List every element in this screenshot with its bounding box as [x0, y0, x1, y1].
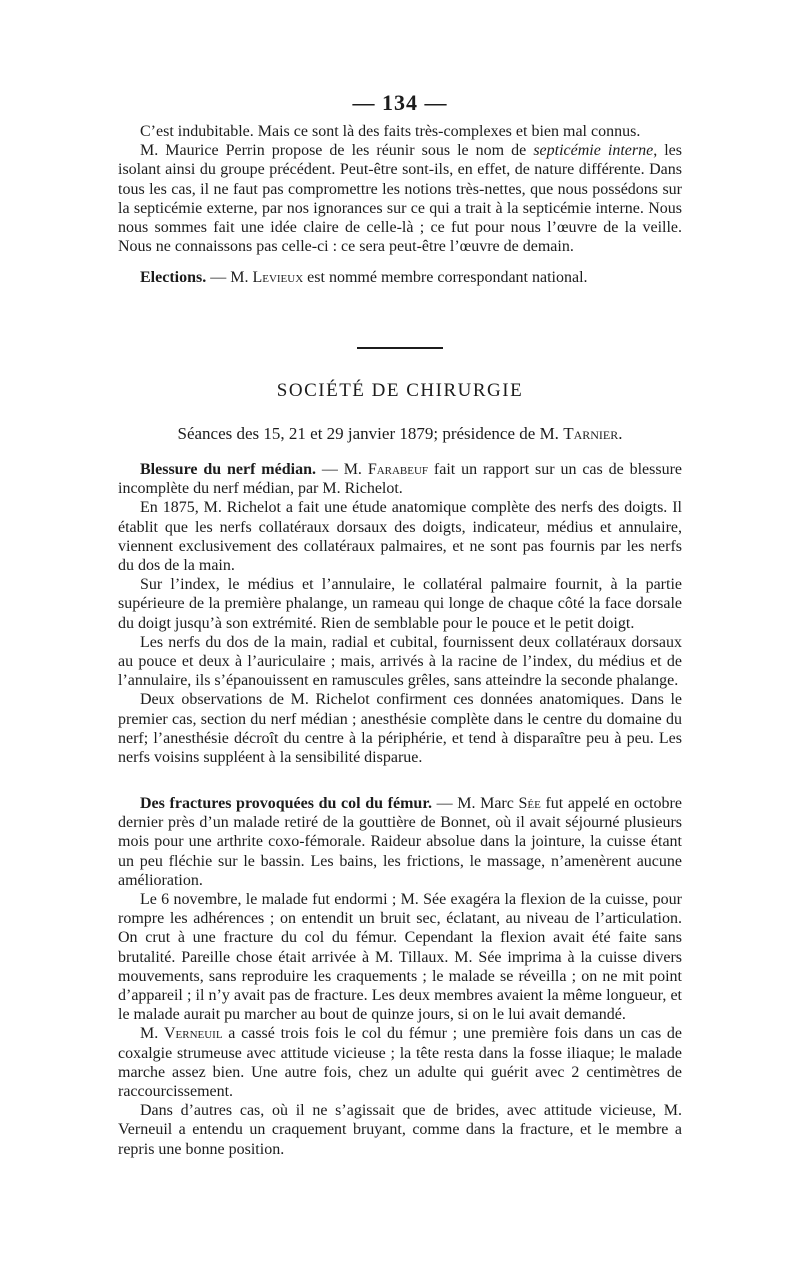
person-name: Farabeuf: [367, 461, 429, 478]
elections-paragraph: [118, 268, 682, 287]
section-divider: [357, 347, 443, 349]
section-1-heading: Blessure du nerf médian.: [140, 461, 316, 478]
text-run: — M. Marc: [431, 795, 519, 812]
person-name: Levieux: [252, 269, 304, 287]
text-run: est nommé membre correspondant national.: [303, 269, 588, 287]
text-run: a cassé trois fois le col du fémur ; une première fois dans un cas de coxalgie strumeuse avec attitude vicieuse ; la tête resta dans la fosse iliaque; le malade marche assez bien. Une autre fois, chez un adulte qui guérit avec 2 centimètres de raccourcissement.: [118, 1025, 682, 1101]
section-nerf-median: [118, 460, 682, 767]
intro-paragraph-1: C’est indubitable. Mais ce sont là des faits très-complexes et bien mal connus.: [140, 123, 641, 140]
text-run: — M.: [206, 269, 253, 287]
section-1-paragraph-4: Les nerfs du dos de la main, radial et cubital, fournissent deux collatéraux dorsaux au pouce et deux à l’auriculaire ; mais, arrivés à la racine de l’index, du médius et de l’annulaire, ils s’épanouissent en ramuscules grêles, sans atteindre la seconde phalange.: [118, 633, 682, 690]
person-name: Sée: [518, 795, 541, 812]
section-2-heading: Des fractures provoquées du col du fémur.: [140, 795, 432, 812]
text-run: fut appelé en octobre dernier près d’un malade retiré de la gouttière de Bonnet, où il avait séjourné plusieurs mois pour une arthrite coxo-fémorale. Raideur absolue dans la jointure, la cuisse étant un peu fléchie sur le bassin. Les bains, les frictions, le massage, n’amenèrent aucune amélioration.: [118, 795, 682, 889]
emphasis-septicemie: septicémie interne: [533, 142, 654, 160]
text-run: M.: [140, 1025, 164, 1043]
text-run: fait un rapport sur un cas de blessure incomplète du nerf médian, par M. Richelot.: [118, 461, 683, 498]
section-1-paragraph-2: En 1875, M. Richelot a fait une étude anatomique complète des nerfs des doigts. Il établit que les nerfs collatéraux dorsaux des doigts, indicateur, médius et annulaire, viennent exclusivement des collatéraux palmaires, et ne sont pas fournis par les nerfs du dos de la main.: [118, 499, 682, 575]
society-title: SOCIÉTÉ DE CHIRURGIE: [276, 380, 524, 401]
section-2-paragraph-3: [118, 1024, 682, 1101]
text-run: , les isolant ainsi du groupe précédent. Peut-être sont-ils, en effet, de nature différente. Dans tous les cas, il ne faut pas compromettre les notions très-nettes, que nous possédons sur la septicémie externe, par nos ignorances sur ce qui a trait à la septicémie interne. Nous nous sommes fait une idée claire de celle-là ; ce fut pour nous l’œuvre de la veille. Nous ne connaissons pas celle-ci : ce sera peut-être l’œuvre de demain.: [118, 142, 683, 256]
intro-block: [118, 122, 682, 288]
text-run: Séances des 15, 21 et 29 janvier 1879; présidence de M.: [177, 424, 564, 443]
section-1-paragraph-3: Sur l’index, le médius et l’annulaire, le collatéral palmaire fournit, à la partie supérieure de la première phalange, un rameau qui longe de chaque côté la face dorsale du doigt jusqu’à son extrémité. Rien de semblable pour le pouce et le petit doigt.: [118, 576, 682, 632]
elections-heading: Elections.: [140, 269, 207, 287]
text-run: M. Maurice Perrin propose de les réunir sous le nom de: [140, 142, 534, 160]
section-2-paragraph-2: Le 6 novembre, le malade fut endormi ; M. Sée exagéra la flexion de la cuisse, pour rompre les adhérences ; on entendit un bruit sec, éclatant, au niveau de l’articulation. On crut à une fracture du col du fémur. Cependant la flexion avait été faite sans brutalité. Pareille chose était arrivée à M. Tillaux. M. Sée imprima à la cuisse divers mouvements, sans reproduire les craquements ; le malade se réveilla ; on ne mit point d’appareil ; il n’y avait pas de fracture. Les deux membres avaient la même longueur, et le malade aurait pu marcher au bout de quinze jours, si on le lui avait demandé.: [118, 891, 682, 1024]
president-name: Tarnier.: [563, 424, 623, 443]
page-number: — 134 —: [352, 90, 448, 115]
intro-paragraph-2: [118, 141, 682, 256]
text-run: — M.: [315, 461, 368, 478]
section-1-paragraph-1: [118, 460, 682, 498]
seances-line: [118, 424, 682, 444]
section-2-paragraph-1: [118, 794, 682, 890]
person-name: Verneuil: [163, 1025, 223, 1043]
section-1-paragraph-5: Deux observations de M. Richelot confirment ces données anatomiques. Dans le premier cas, section du nerf médian ; anesthésie complète dans le centre du domaine du nerf; l’anesthésie décroît du centre à la périphérie, et tend à disparaître peu à peu. Les nerfs voisins suppléent à la sensibilité disparue.: [118, 691, 682, 767]
section-fractures-femur: [118, 794, 682, 1159]
section-2-paragraph-4: Dans d’autres cas, où il ne s’agissait que de brides, avec attitude vicieuse, M. Verneuil a entendu un craquement bruyant, comme dans la fracture, et le membre a repris une bonne position.: [118, 1102, 682, 1158]
